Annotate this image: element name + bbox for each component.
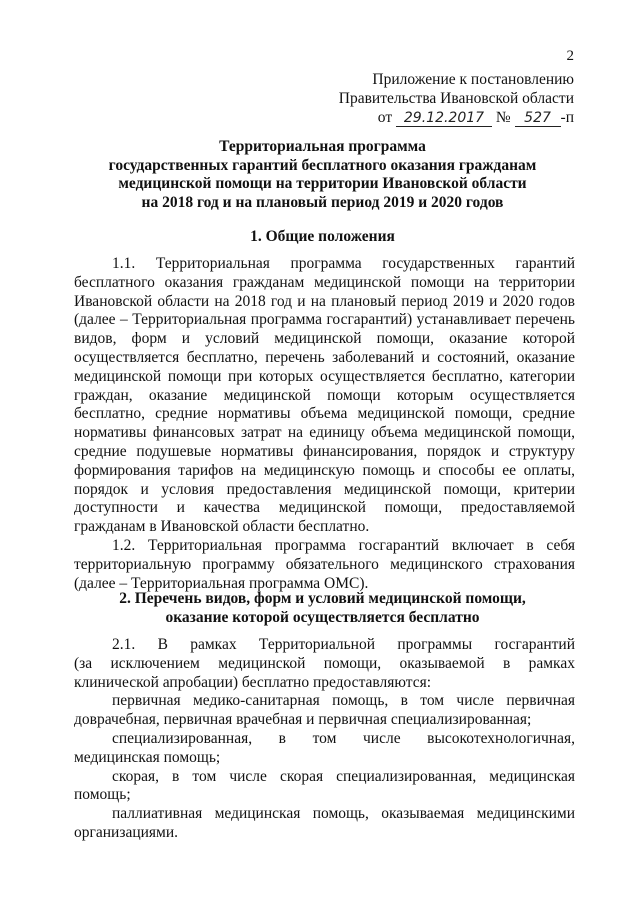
paragraph-line: скорая, в том числе скорая специализированная, медицинская	[112, 767, 575, 785]
paragraph-line: специализированная, в том числе высокотехнологичная,	[112, 729, 575, 747]
section-title-line: оказание которой осуществляется бесплатно	[165, 608, 480, 626]
paragraph-line: (далее – Территориальная программа госгарантий) устанавливает перечень	[74, 311, 575, 329]
paragraph-line: 1.1. Территориальная программа государственных гарантий	[112, 255, 575, 272]
number-suffix: -п	[560, 109, 574, 126]
title-line: государственных гарантий бесплатного оказания гражданам	[108, 156, 537, 174]
list-item-specialized-care	[74, 730, 575, 768]
paragraph-line: осуществляется бесплатно, перечень заболеваний и состояний, оказание	[74, 348, 575, 366]
paragraph-line: 1.2. Территориальная программа госгарантий включает в себя	[112, 536, 575, 554]
paragraph-line: организациями.	[74, 823, 179, 841]
attachment-block	[339, 70, 574, 127]
section-2-body	[74, 636, 575, 843]
paragraph-line: нормативы финансовых затрат на единицу объема медицинской помощи,	[74, 424, 575, 442]
paragraph-line: (за исключением медицинской помощи, оказываемой в рамках	[74, 654, 575, 672]
handwritten-date: 29.12.2017	[396, 110, 492, 127]
section-1-body	[74, 255, 575, 593]
paragraph-line: клинической апробации) бесплатно предоставляются:	[74, 673, 432, 691]
paragraph-line: доврачебная, первичная врачебная и первичная специализированная;	[74, 711, 532, 729]
list-item-primary-care	[74, 692, 575, 730]
page-number: 2	[566, 48, 574, 64]
attachment-line-1: Приложение к постановлению	[372, 71, 574, 88]
section-2-title	[70, 590, 575, 627]
paragraph-2-1	[74, 636, 575, 692]
section-1-title	[70, 228, 575, 247]
paragraph-line: паллиативная медицинская помощь, оказываемая медицинскими	[112, 805, 575, 823]
paragraph-line: видов, форм и условий медицинской помощи, оказание которой	[74, 330, 575, 348]
list-item-emergency-care	[74, 768, 575, 806]
paragraph-1-1	[74, 255, 575, 537]
attachment-date-row	[339, 108, 574, 127]
paragraph-line: бесплатного оказания гражданам медицинской помощи на территории	[74, 273, 575, 291]
paragraph-line: территориальную программу обязательного медицинского страхования	[74, 555, 575, 573]
from-label: от	[377, 109, 393, 126]
attachment-line-2: Правительства Ивановской области	[338, 90, 574, 107]
paragraph-line: гражданам в Ивановской области бесплатно.	[74, 518, 370, 536]
paragraph-line: первичная медико-санитарная помощь, в том числе первичная	[112, 692, 575, 710]
paragraph-line: медицинская помощь;	[74, 748, 221, 766]
title-line: Территориальная программа	[219, 138, 426, 155]
title-line: медицинской помощи на территории Ивановской области	[118, 175, 527, 192]
paragraph-line: 2.1. В рамках Территориальной программы госгарантий	[112, 636, 575, 653]
paragraph-line: (далее – Территориальная программа ОМС).	[74, 574, 369, 592]
document-title	[70, 138, 575, 212]
paragraph-line: доступности и качества медицинской помощи, предоставляемой	[74, 499, 575, 517]
paragraph-line: Ивановской области на 2018 год и на плановый период 2019 и 2020 годов	[74, 292, 575, 310]
title-line: на 2018 год и на плановый период 2019 и 2020 годов	[141, 193, 504, 211]
section-title-line: 1. Общие положения	[250, 228, 395, 245]
paragraph-line: бесплатно, средние нормативы объема медицинской помощи, средние	[74, 405, 575, 423]
section-title-line: 2. Перечень видов, форм и условий медицинской помощи,	[119, 590, 526, 607]
paragraph-1-2	[74, 537, 575, 593]
number-label: №	[495, 109, 511, 126]
paragraph-line: формирования тарифов на медицинскую помощь и способы ее оплаты,	[74, 461, 575, 479]
handwritten-number: 527	[515, 110, 561, 127]
paragraph-line: граждан, оказание медицинской помощи которым осуществляется	[74, 386, 575, 404]
list-item-palliative-care	[74, 805, 575, 843]
paragraph-line: порядок и условия предоставления медицинской помощи, критерии	[74, 480, 575, 498]
paragraph-line: медицинской помощи при которых осуществляется бесплатно, категории	[74, 367, 575, 385]
paragraph-line: средние подушевые нормативы финансирования, порядок и структуру	[74, 442, 575, 460]
paragraph-line: помощь;	[74, 786, 131, 804]
